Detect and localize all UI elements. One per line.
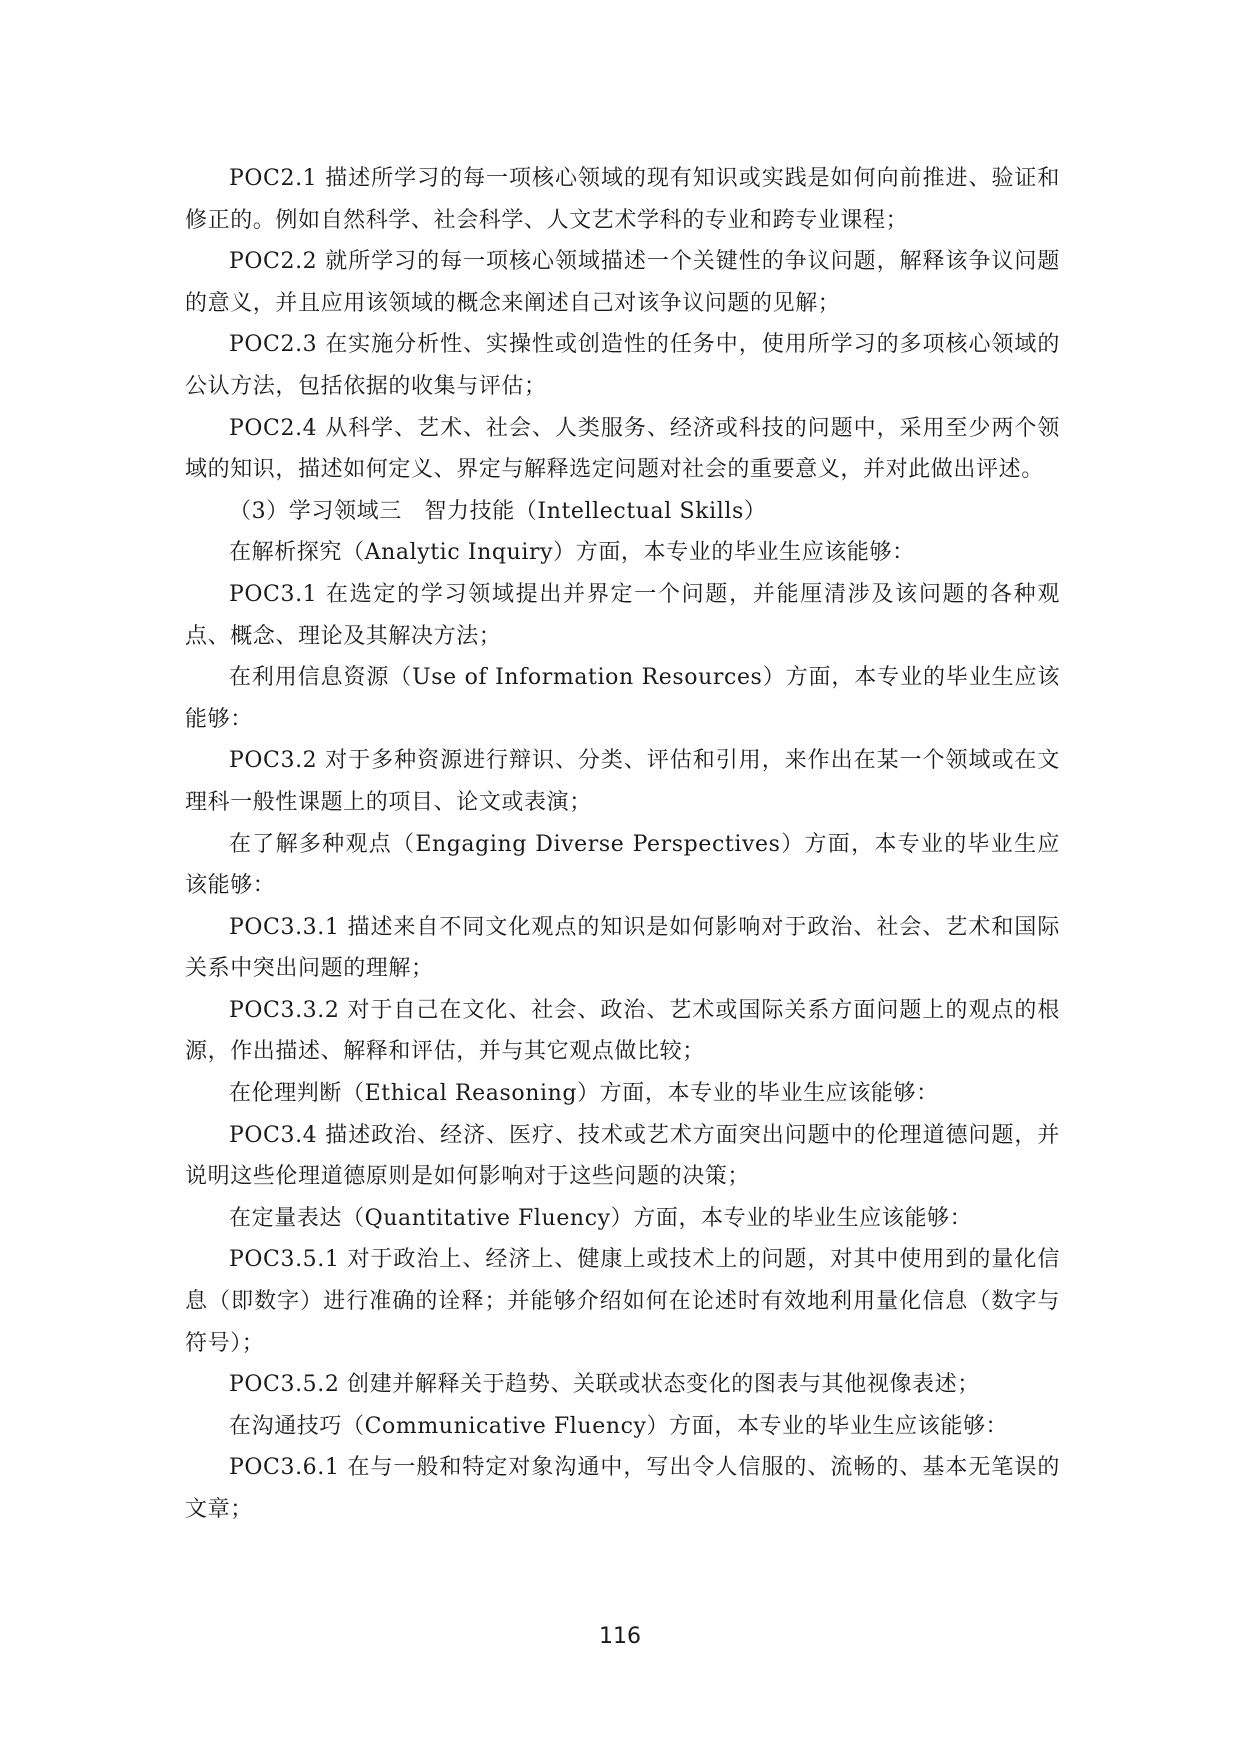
paragraph-poc2-1: POC2.1 描述所学习的每一项核心领域的现有知识或实践是如何向前推进、验证和修正的。例如自然科学、社会科学、人文艺术学科的专业和跨专业课程； <box>185 166 1060 233</box>
paragraph-poc3-6-1: POC3.6.1 在与一般和特定对象沟通中，写出令人信服的、流畅的、基本无笔误的文章； <box>185 1455 1060 1522</box>
paragraph-poc3-3-1: POC3.3.1 描述来自不同文化观点的知识是如何影响对于政治、社会、艺术和国际关系中突出问题的理解； <box>185 914 1060 982</box>
paragraph-quantitative-fluency: 在定量表达（Quantitative Fluency）方面，本专业的毕业生应该能够： <box>229 1205 973 1231</box>
paragraph-poc3-4: POC3.4 描述政治、经济、医疗、技术或艺术方面突出问题中的伦理道德问题，并说明这些伦理道德原则是如何影响对于这些问题的决策； <box>185 1122 1060 1190</box>
paragraph-poc2-3: POC2.3 在实施分析性、实操性或创造性的任务中，使用所学习的多项核心领域的公认方法，包括依据的收集与评估； <box>185 332 1060 399</box>
page-number: 116 <box>599 1624 641 1649</box>
paragraph-communicative-fluency: 在沟通技巧（Communicative Fluency）方面，本专业的毕业生应该能够： <box>229 1413 1009 1439</box>
paragraph-poc3-1: POC3.1 在选定的学习领域提出并界定一个问题，并能厘清涉及该问题的各种观点、概念、理论及其解决方法； <box>185 581 1060 649</box>
paragraph-information-resources: 在利用信息资源（Use of Information Resources）方面，本专业的毕业生应该能够： <box>185 665 1060 732</box>
paragraph-poc3-5-2: POC3.5.2 创建并解释关于趋势、关联或状态变化的图表与其他视像表述； <box>229 1372 980 1398</box>
body-text <box>185 158 1060 1531</box>
paragraph-diverse-perspectives: 在了解多种观点（Engaging Diverse Perspectives）方面，本专业的毕业生应该能够： <box>185 831 1060 899</box>
paragraph-poc2-2: POC2.2 就所学习的每一项核心领域描述一个关键性的争议问题，解释该争议问题的意义，并且应用该领域的概念来阐述自己对该争议问题的见解； <box>185 249 1060 316</box>
paragraph-analytic-inquiry: 在解析探究（Analytic Inquiry）方面，本专业的毕业生应该能够： <box>229 540 915 566</box>
paragraph-poc3-3-2: POC3.3.2 对于自己在文化、社会、政治、艺术或国际关系方面问题上的观点的根源，作出描述、解释和评估，并与其它观点做比较； <box>185 997 1060 1065</box>
paragraph-poc3-5-1: POC3.5.1 对于政治上、经济上、健康上或技术上的问题，对其中使用到的量化信息（即数字）进行准确的诠释；并能够介绍如何在论述时有效地利用量化信息（数字与符号）； <box>185 1247 1060 1356</box>
paragraph-poc2-4: POC2.4 从科学、艺术、社会、人类服务、经济或科技的问题中，采用至少两个领域的知识，描述如何定义、界定与解释选定问题对社会的重要意义，并对此做出评述。 <box>185 415 1060 483</box>
paragraph-poc3-2: POC3.2 对于多种资源进行辩识、分类、评估和引用，来作出在某一个领域或在文理科一般性课题上的项目、论文或表演； <box>185 748 1060 815</box>
paragraph-ethical-reasoning: 在伦理判断（Ethical Reasoning）方面，本专业的毕业生应该能够： <box>229 1081 939 1107</box>
section-heading-intellectual-skills: （3）学习领域三 智力技能（Intellectual Skills） <box>229 498 767 524</box>
